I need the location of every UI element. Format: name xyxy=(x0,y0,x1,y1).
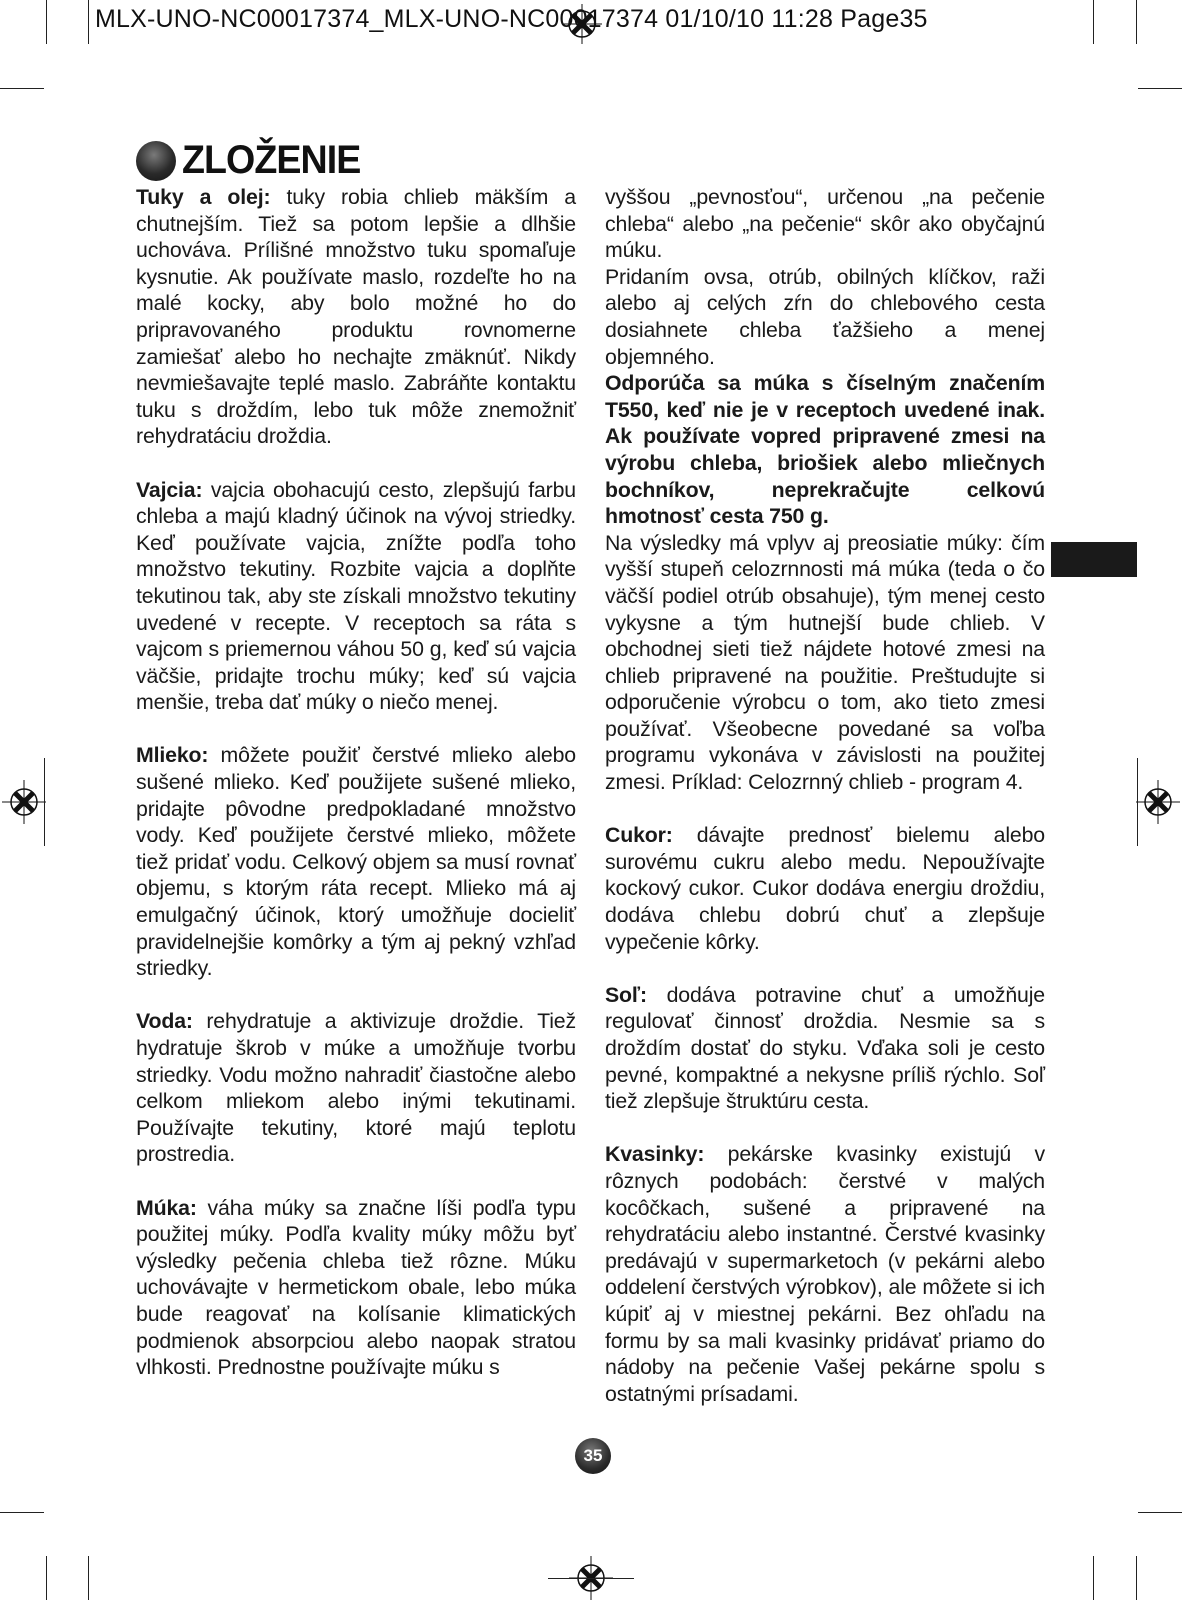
crop-mark xyxy=(88,1556,89,1600)
body-text: pekárske kvasinky existujú v rôznych podobách: čerstvé v malých kocôčkach, sušené a pripravené na rehydratáciu alebo instantné. Čerstvé kvasinky predávajú v supermarketoch (v pekárni alebo oddelení čerstvých výrobkov), ale môžete si ich kúpiť aj v miestnej pekárni. Bez ohľadu na formu by sa mali kvasinky pridávať priamo do nádoby na pečenie Vašej pekárne spolu s ostatnými prísadami. xyxy=(605,1142,1045,1406)
paragraph-sol xyxy=(605,982,1045,1115)
body-text: váha múky sa značne líši podľa typu použitej múky. Podľa kvality múky môžu byť výsledky pečenia chleba tiež rôzne. Múku uchovávajte v hermetickom obale, lebo múka bude reagovať na kolísanie klimatických podmienok absorpciou alebo naopak stratou vlhkosti. Prednostne používajte múku s xyxy=(136,1195,576,1380)
section-title xyxy=(136,138,372,183)
registration-mark-icon xyxy=(2,780,46,824)
crop-mark xyxy=(46,1556,47,1600)
crop-mark xyxy=(1138,1512,1182,1513)
crop-mark xyxy=(88,0,89,44)
paragraph-muka-continued: vyššou „pevnosťou“, určenou „na pečenie chleba“ alebo „na pečenie“ skôr ako obyčajnú múku. xyxy=(605,185,1045,263)
paragraph-mlieko xyxy=(136,742,576,981)
body-text: rehydratuje a aktivizuje droždie. Tiež hydratuje škrob v múke a umožňuje tvorbu striedky. Vodu možno nahradiť čiastočne alebo celkom mliekom alebo inými tekutinami. Používajte tekutiny, ktoré majú teplotu prostredia. xyxy=(136,1009,576,1167)
registration-line xyxy=(1137,758,1138,846)
body-text: dodáva potravine chuť a umožňuje regulovať činnosť droždia. Nesmie sa s droždím dostať do styku. Vďaka soli je cesto pevné, kompaktné a nekysne príliš rýchlo. Soľ tiež zlepšuje štruktúru cesta. xyxy=(605,982,1045,1114)
crop-mark xyxy=(1136,0,1137,44)
paragraph-kvasinky xyxy=(605,1141,1045,1407)
page-title: ZLOŽENIE xyxy=(182,138,361,182)
body-text: môžete použiť čerstvé mlieko alebo sušené mlieko. Keď použijete sušené mlieko, pridajte pôvodne predpokladané množstvo vody. Keď použijete čerstvé mlieko, môžete tiež pridať vodu. Celkový objem sa musí rovnať objemu, s ktorým ráta recept. Mlieko má aj emulgačný účinok, ktorý umožňuje docieliť pravidelnejšie komôrky a tým aj pekný vzhľad striedky. xyxy=(136,743,576,981)
crop-mark xyxy=(1136,1556,1137,1600)
body-text: tuky robia chlieb mäkším a chutnejším. Tiež sa potom lepšie a dlhšie uchováva. Prílišné množstvo tuku spomaľuje kysnutie. Ak používate maslo, rozdeľte ho na malé kocky, aby bolo možné ho do pripravovaného produktu rovnomerne zamiešať alebo ho nechajte zmäknúť. Nikdy nevmiešavajte teplé maslo. Zabráňte kontaktu tuku s droždím, lebo tuk môže znemožniť rehydratáciu droždia. xyxy=(136,185,576,449)
language-thumb-tab xyxy=(1051,542,1137,577)
registration-mark-icon xyxy=(1136,780,1180,824)
crop-mark xyxy=(1138,88,1182,89)
title-bullet-icon xyxy=(136,141,176,181)
crop-mark xyxy=(46,0,47,44)
body-text: dávajte prednosť bielemu alebo surovému cukru alebo medu. Nepoužívajte kockový cukor. Cukor dodáva energiu droždiu, dodáva chlebu dobrú chuť a zlepšuje vypečenie kôrky. xyxy=(605,823,1045,954)
term: Vajcia: xyxy=(136,477,203,502)
registration-line xyxy=(44,758,45,846)
paragraph-voda xyxy=(136,1008,576,1168)
term: Kvasinky: xyxy=(605,1142,705,1167)
paragraph-recommendation xyxy=(605,370,1045,530)
paragraph-cukor xyxy=(605,822,1045,955)
term: Mlieko: xyxy=(136,743,209,768)
paragraph-muka xyxy=(136,1195,576,1381)
term: Voda: xyxy=(136,1009,193,1034)
crop-mark xyxy=(1093,1556,1094,1600)
left-column xyxy=(136,184,576,1381)
crop-mark xyxy=(0,1512,44,1513)
paragraph-tuky xyxy=(136,184,576,450)
term: Tuky a olej: xyxy=(136,185,271,209)
right-column xyxy=(605,184,1045,1407)
body-text: vajcia obohacujú cesto, zlepšujú farbu chleba a majú kladný účinok na vývoj striedky. Keď používate vajcia, znížte podľa toho množstvo tekutiny. Rozbite vajcia a doplňte tekutinou tak, aby ste získali množstvo tekutiny uvedené v recepte. V receptoch sa ráta s vajcom s priemernou váhou 50 g, keď sú vajcia väčšie, pridajte trochu múky; keď sú vajcia menšie, treba dať múky o niečo menej. xyxy=(136,477,576,715)
crop-mark xyxy=(0,88,44,89)
paragraph-preosiatie: Na výsledky má vplyv aj preosiatie múky: čím vyšší stupeň celozrnnosti má múka (teda o čo väčší podiel otrúb obsahuje), tým menej cesto vykysne a tým hutnejší bude chlieb. V obchodnej sieti tiež nájdete hotové zmesi na chlieb pripravené na použitie. Preštudujte si odporučenie výrobcu o tom, ako tieto zmesi používať. Všeobecne povedané sa voľba programu vykonáva v závislosti na použitej zmesi. Príklad: Celozrnný chlieb - program 4. xyxy=(605,530,1045,795)
term: Cukor: xyxy=(605,823,673,848)
crop-mark xyxy=(1093,0,1094,44)
term: Soľ: xyxy=(605,982,647,1007)
paragraph-vajcia xyxy=(136,477,576,716)
paragraph-pridanim: Pridaním ovsa, otrúb, obilných klíčkov, raži alebo aj celých zŕn do chlebového cesta dosiahnete chleba ťažšieho a menej objemného. xyxy=(605,264,1045,369)
registration-line xyxy=(548,1578,634,1579)
page-number: 35 xyxy=(575,1438,611,1474)
print-slug: MLX-UNO-NC00017374_MLX-UNO-NC00017374 01/10/10 11:28 Page35 xyxy=(95,5,928,33)
term: Múka: xyxy=(136,1195,197,1220)
bold-text: Odporúča sa múka s číselným značením T550, keď nie je v receptoch uvedené inak. Ak používate vopred pripravené zmesi na výrobu chleba, briošiek alebo mliečnych bochníkov, neprekračujte celkovú hmotnosť cesta 750 g. xyxy=(605,371,1045,529)
